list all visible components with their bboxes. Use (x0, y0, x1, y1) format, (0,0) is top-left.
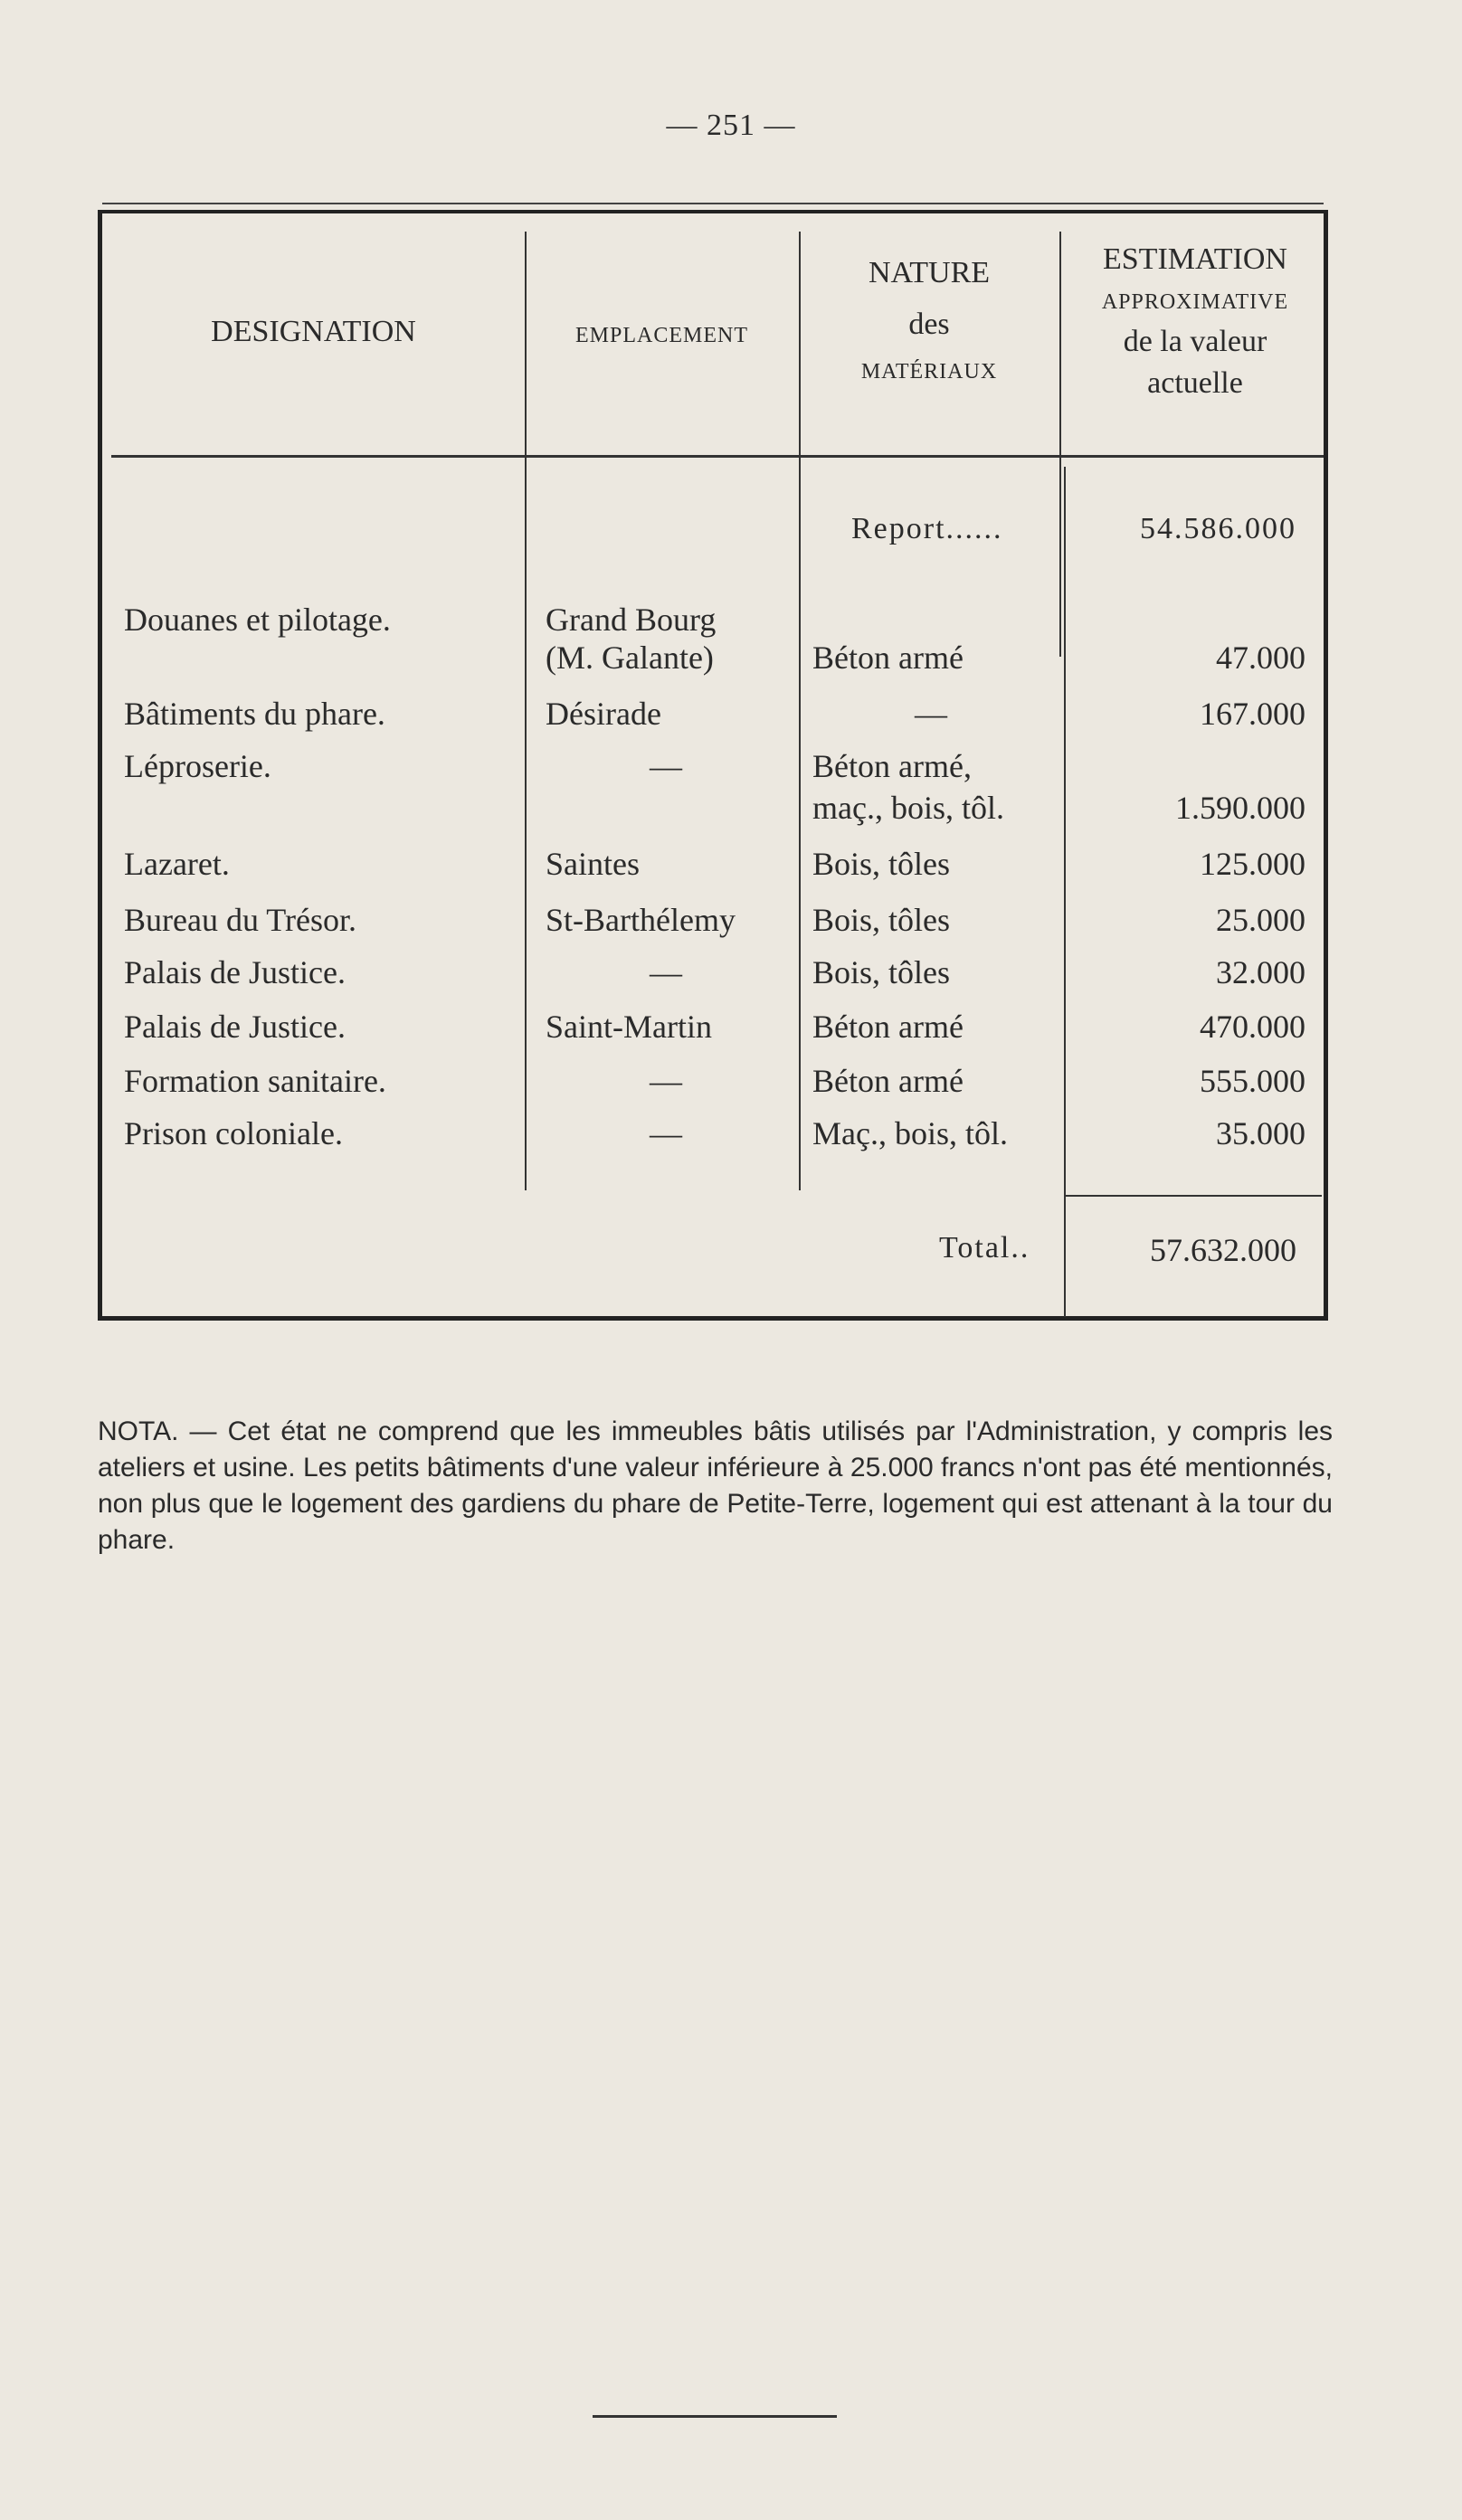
column-divider (525, 467, 527, 1190)
emplacement-cell: Saintes (546, 846, 640, 882)
column-divider (1064, 467, 1066, 1317)
buildings-table (98, 210, 1328, 1321)
designation-cell: Lazaret. (124, 846, 230, 882)
report-label: Report...... (851, 512, 1003, 545)
nature-cell: — (915, 696, 947, 732)
value-cell: 555.000 (1200, 1063, 1305, 1099)
value-cell: 47.000 (1216, 639, 1305, 676)
column-divider (799, 467, 801, 1190)
value-cell: 32.000 (1216, 954, 1305, 990)
designation-cell: Douanes et pilotage. (124, 602, 391, 638)
emplacement-cell: — (650, 1063, 682, 1099)
designation-cell: Formation sanitaire. (124, 1063, 386, 1099)
header-rule (111, 455, 1324, 458)
total-rule (1064, 1195, 1322, 1197)
designation-cell: Prison coloniale. (124, 1115, 343, 1151)
emplacement-cell: Grand Bourg (546, 602, 717, 638)
emplacement-cell: St-Barthélemy (546, 902, 736, 938)
report-value: 54.586.000 (1140, 512, 1296, 545)
total-value: 57.632.000 (1150, 1232, 1296, 1268)
value-cell: 1.590.000 (1175, 790, 1305, 826)
page-number: — 251 — (666, 109, 796, 142)
header-emplacement: EMPLACEMENT (575, 324, 748, 347)
designation-cell: Bâtiments du phare. (124, 696, 385, 732)
value-cell: 35.000 (1216, 1115, 1305, 1151)
value-cell: 470.000 (1200, 1009, 1305, 1045)
designation-cell: Léproserie. (124, 748, 271, 784)
value-cell: 167.000 (1200, 696, 1305, 732)
emplacement-cell: Désirade (546, 696, 661, 732)
designation-cell: Palais de Justice. (124, 1009, 346, 1045)
value-cell: 25.000 (1216, 902, 1305, 938)
total-label: Total.. (939, 1231, 1030, 1265)
nature-cell: Béton armé (812, 639, 964, 676)
nature-cell: Béton armé, (812, 748, 972, 784)
emplacement-cell: — (650, 954, 682, 990)
value-cell: 125.000 (1200, 846, 1305, 882)
nota-paragraph: NOTA. — Cet état ne comprend que les immeubles bâtis utilisés par l'Administration, y compris les ateliers et usine. Les petits bâtiments d'une valeur inférieure à 25.000 francs n'ont pas été mentionnés, non plus que le logement des gardiens du phare de Petite-Terre, logement qui est attenant à la tour du phare. (98, 1416, 1333, 1555)
emplacement-cell: — (650, 748, 682, 784)
nature-cell: Béton armé (812, 1009, 964, 1045)
nature-cell: Bois, tôles (812, 902, 951, 938)
nature-cell: Maç., bois, tôl. (812, 1115, 1008, 1151)
designation-cell: Bureau du Trésor. (124, 902, 357, 938)
nature-cell-line2: maç., bois, tôl. (812, 790, 1004, 826)
nature-cell: Bois, tôles (812, 954, 951, 990)
end-rule (593, 2415, 837, 2418)
header-designation: DESIGNATION (211, 315, 416, 348)
nature-cell: Béton armé (812, 1063, 964, 1099)
designation-cell: Palais de Justice. (124, 954, 346, 990)
emplacement-cell: — (650, 1115, 682, 1151)
emplacement-cell: Saint-Martin (546, 1009, 712, 1045)
header-nature: NATURE des MATÉRIAUX (860, 256, 998, 384)
emplacement-cell-line2: (M. Galante) (546, 639, 714, 676)
header-estimation: ESTIMATION APPROXIMATIVE de la valeur actuelle (1101, 242, 1289, 400)
nature-cell: Bois, tôles (812, 846, 951, 882)
